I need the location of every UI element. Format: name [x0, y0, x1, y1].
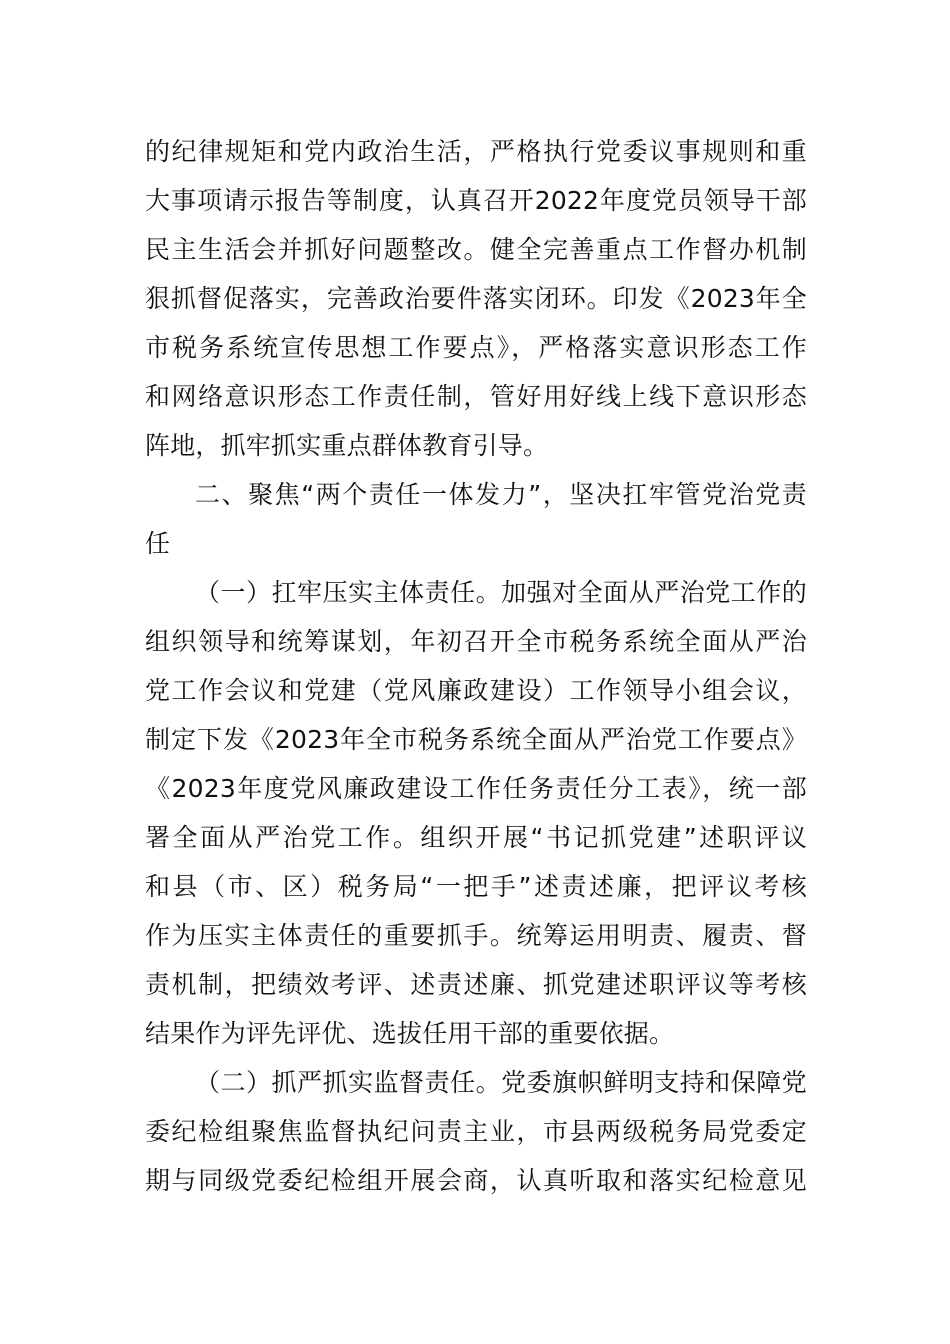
text-line: 大事项请示报告等制度，认真召开2022年度党员领导干部 — [145, 186, 807, 215]
text-line: 委纪检组聚焦监督执纪问责主业，市县两级税务局党委定 — [145, 1117, 807, 1146]
text-line: 民主生活会并抓好问题整改。健全完善重点工作督办机制 — [145, 235, 807, 264]
section-heading: 二、聚焦“两个责任一体发力”，坚决扛牢管党治党责 — [195, 480, 807, 509]
text-line: 作为压实主体责任的重要抓手。统筹运用明责、履责、督 — [145, 921, 807, 950]
text-line: （一）扛牢压实主体责任。加强对全面从严治党工作的 — [195, 578, 807, 607]
section-heading-continuation: 任 — [145, 529, 171, 558]
text-line: 《2023年度党风廉政建设工作任务责任分工表》，统一部 — [145, 774, 807, 803]
text-line: 和网络意识形态工作责任制，管好用好线上线下意识形态 — [145, 382, 807, 411]
text-line: 市税务系统宣传思想工作要点》，严格落实意识形态工作 — [145, 333, 807, 362]
text-line: 责机制，把绩效考评、述责述廉、抓党建述职评议等考核 — [145, 970, 807, 999]
text-line: 狠抓督促落实，完善政治要件落实闭环。印发《2023年全 — [145, 284, 807, 313]
text-line: 党工作会议和党建（党风廉政建设）工作领导小组会议， — [145, 676, 807, 705]
text-line: 结果作为评先评优、选拔任用干部的重要依据。 — [145, 1019, 675, 1048]
text-line: 组织领导和统筹谋划，年初召开全市税务系统全面从严治 — [145, 627, 807, 656]
text-line: 和县（市、区）税务局“一把手”述责述廉，把评议考核 — [145, 872, 807, 901]
text-line: 期与同级党委纪检组开展会商，认真听取和落实纪检意见 — [145, 1166, 807, 1195]
text-line: 署全面从严治党工作。组织开展“书记抓党建”述职评议 — [145, 823, 807, 852]
text-line: （二）抓严抓实监督责任。党委旗帜鲜明支持和保障党 — [195, 1068, 807, 1097]
text-line: 阵地，抓牢抓实重点群体教育引导。 — [145, 431, 549, 460]
text-line: 制定下发《2023年全市税务系统全面从严治党工作要点》 — [145, 725, 807, 754]
text-line: 的纪律规矩和党内政治生活，严格执行党委议事规则和重 — [145, 137, 807, 166]
